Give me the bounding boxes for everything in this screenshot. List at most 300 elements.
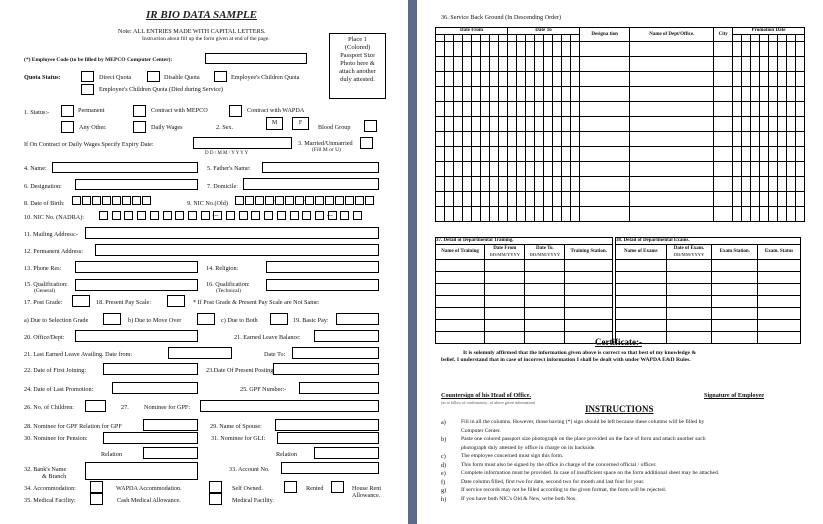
bg-cell[interactable] [769,72,778,87]
bg-cell[interactable] [553,72,562,87]
bg-cell[interactable] [580,72,630,87]
table-cell[interactable] [485,308,525,320]
bg-cell[interactable] [769,57,778,72]
table-cell[interactable] [758,308,801,320]
bg-cell[interactable] [499,87,508,102]
mailing-address-field[interactable] [85,227,379,239]
bg-subcell[interactable] [490,35,499,42]
bg-cell[interactable] [544,87,553,102]
table-cell[interactable] [436,320,485,332]
table-cell[interactable] [485,260,525,272]
bg-cell[interactable] [445,87,454,102]
due-move-over-field[interactable] [197,313,215,325]
bg-subcell[interactable] [769,35,778,42]
photo-placeholder[interactable] [329,33,386,99]
digit-cell[interactable] [99,211,108,220]
bg-cell[interactable] [472,147,481,162]
table-cell[interactable] [565,260,613,272]
table-cell[interactable] [485,320,525,332]
bg-cell[interactable] [742,117,751,132]
bg-cell[interactable] [472,87,481,102]
bg-cell[interactable] [445,102,454,117]
bg-subcell[interactable] [760,35,769,42]
bg-cell[interactable] [472,192,481,207]
cash-medical-checkbox[interactable] [90,493,103,505]
bg-cell[interactable] [630,177,714,192]
relation-gli-field[interactable] [314,447,379,459]
bg-subcell[interactable] [787,35,796,42]
status-daily-checkbox[interactable] [133,121,146,133]
table-cell[interactable] [525,308,565,320]
bg-cell[interactable] [472,72,481,87]
bg-cell[interactable] [760,177,769,192]
bg-cell[interactable] [553,147,562,162]
digit-cell[interactable] [355,196,364,205]
bg-cell[interactable] [508,177,517,192]
digit-cell[interactable] [275,196,284,205]
bg-cell[interactable] [472,102,481,117]
bg-cell[interactable] [571,192,580,207]
office-dept-field[interactable] [75,330,198,342]
bg-cell[interactable] [535,102,544,117]
bg-cell[interactable] [445,132,454,147]
bg-cell[interactable] [454,207,463,222]
earned-leave-field[interactable] [314,330,379,342]
bg-cell[interactable] [796,192,805,207]
bg-cell[interactable] [778,162,787,177]
bg-cell[interactable] [760,87,769,102]
digit-cell[interactable] [265,196,277,205]
status-contract-mepco-checkbox[interactable] [133,105,146,117]
account-field[interactable] [281,462,379,474]
bg-cell[interactable] [630,42,714,57]
digit-cell[interactable] [175,211,184,220]
bg-cell[interactable] [787,192,796,207]
digit-cell[interactable] [72,196,81,205]
bg-cell[interactable] [742,162,751,177]
bg-cell[interactable] [787,87,796,102]
bg-subcell[interactable] [481,35,490,42]
table-cell[interactable] [525,320,565,332]
digit-cell[interactable] [201,211,210,220]
bg-cell[interactable] [445,207,454,222]
bg-subcell[interactable] [454,35,463,42]
bg-cell[interactable] [760,192,769,207]
table-cell[interactable] [712,284,758,296]
table-cell[interactable] [436,308,485,320]
bg-cell[interactable] [571,57,580,72]
bank-field[interactable] [85,462,198,480]
quota-children-checkbox[interactable] [214,71,227,82]
bg-subcell[interactable] [778,35,787,42]
table-cell[interactable] [616,284,667,296]
digit-cell[interactable] [365,196,374,205]
bg-cell[interactable] [769,102,778,117]
bg-cell[interactable] [787,147,796,162]
bg-cell[interactable] [733,162,742,177]
bg-cell[interactable] [481,147,490,162]
bg-cell[interactable] [796,42,805,57]
bg-cell[interactable] [778,42,787,57]
bg-cell[interactable] [714,87,733,102]
bg-cell[interactable] [517,72,526,87]
bg-cell[interactable] [714,72,733,87]
bg-cell[interactable] [714,102,733,117]
bg-cell[interactable] [535,117,544,132]
bg-cell[interactable] [490,132,499,147]
bg-cell[interactable] [778,147,787,162]
self-owned-checkbox[interactable] [209,481,222,493]
bg-cell[interactable] [517,57,526,72]
bg-cell[interactable] [508,57,517,72]
bg-cell[interactable] [436,42,445,57]
bg-cell[interactable] [742,72,751,87]
table-cell[interactable] [616,308,667,320]
bg-cell[interactable] [454,87,463,102]
bg-cell[interactable] [733,147,742,162]
bg-cell[interactable] [499,207,508,222]
bg-cell[interactable] [733,102,742,117]
bg-cell[interactable] [445,192,454,207]
quota-died-checkbox[interactable] [81,84,94,95]
bg-subcell[interactable] [535,35,544,42]
bg-cell[interactable] [714,207,733,222]
table-cell[interactable] [436,296,485,308]
expiry-date-field[interactable] [193,137,292,149]
table-cell[interactable] [525,284,565,296]
bg-cell[interactable] [751,102,760,117]
bg-cell[interactable] [733,87,742,102]
bg-cell[interactable] [751,207,760,222]
qualification-general-field[interactable] [75,279,198,291]
table-cell[interactable] [525,272,565,284]
bg-cell[interactable] [796,117,805,132]
bg-subcell[interactable] [508,35,517,42]
bg-cell[interactable] [553,102,562,117]
bg-cell[interactable] [436,207,445,222]
bg-cell[interactable] [463,117,472,132]
bg-cell[interactable] [526,147,535,162]
exams-table[interactable] [615,237,801,344]
bg-cell[interactable] [499,102,508,117]
table-cell[interactable] [565,296,613,308]
bg-subcell[interactable] [742,35,751,42]
bg-cell[interactable] [445,72,454,87]
bg-cell[interactable] [436,102,445,117]
bg-cell[interactable] [553,117,562,132]
table-cell[interactable] [485,296,525,308]
bg-cell[interactable] [733,42,742,57]
bg-cell[interactable] [535,72,544,87]
bg-subcell[interactable] [445,35,454,42]
digit-cell[interactable] [163,211,172,220]
bg-cell[interactable] [535,162,544,177]
bg-cell[interactable] [580,207,630,222]
bg-cell[interactable] [463,192,472,207]
bg-cell[interactable] [436,87,445,102]
bg-cell[interactable] [630,162,714,177]
bg-cell[interactable] [580,162,630,177]
bg-cell[interactable] [760,162,769,177]
bg-cell[interactable] [630,87,714,102]
bg-cell[interactable] [535,207,544,222]
post-grade-field[interactable] [72,295,90,307]
bg-cell[interactable] [562,87,571,102]
table-cell[interactable] [666,272,712,284]
bg-cell[interactable] [517,117,526,132]
bg-cell[interactable] [751,87,760,102]
bg-cell[interactable] [553,207,562,222]
bg-cell[interactable] [481,192,490,207]
bg-cell[interactable] [526,132,535,147]
basic-pay-field[interactable] [336,313,379,325]
bg-cell[interactable] [544,72,553,87]
bg-cell[interactable] [787,117,796,132]
bg-cell[interactable] [778,207,787,222]
bg-cell[interactable] [535,132,544,147]
digit-cell[interactable] [188,211,197,220]
bg-cell[interactable] [463,42,472,57]
bg-cell[interactable] [769,192,778,207]
bg-cell[interactable] [742,87,751,102]
table-cell[interactable] [712,296,758,308]
bg-cell[interactable] [562,102,571,117]
children-field[interactable] [85,400,106,412]
bg-cell[interactable] [490,72,499,87]
due-selection-field[interactable] [103,313,121,325]
bg-cell[interactable] [508,87,517,102]
bg-cell[interactable] [517,207,526,222]
bg-cell[interactable] [436,177,445,192]
bg-cell[interactable] [751,117,760,132]
bg-cell[interactable] [526,72,535,87]
father-name-field[interactable] [262,162,379,173]
employee-code-field[interactable] [205,53,307,64]
digit-cell[interactable] [302,211,311,220]
bg-cell[interactable] [535,192,544,207]
bg-cell[interactable] [714,132,733,147]
bg-cell[interactable] [562,147,571,162]
table-cell[interactable] [436,272,485,284]
bg-cell[interactable] [508,72,517,87]
bg-cell[interactable] [571,102,580,117]
bg-cell[interactable] [508,117,517,132]
bg-cell[interactable] [796,87,805,102]
digit-cell[interactable] [295,196,307,205]
bg-cell[interactable] [630,147,714,162]
table-cell[interactable] [485,332,525,344]
bg-cell[interactable] [714,162,733,177]
bg-cell[interactable] [760,117,769,132]
bg-cell[interactable] [499,147,508,162]
relation-pension-field[interactable] [143,447,198,459]
bg-cell[interactable] [562,132,571,147]
bg-cell[interactable] [490,192,499,207]
bg-cell[interactable] [751,72,760,87]
bg-cell[interactable] [778,177,787,192]
domicile-field[interactable] [243,178,379,190]
bg-cell[interactable] [481,72,490,87]
bg-cell[interactable] [769,147,778,162]
bg-cell[interactable] [436,192,445,207]
nominee-gpf-field[interactable] [200,400,379,412]
table-cell[interactable] [666,296,712,308]
bg-cell[interactable] [490,147,499,162]
bg-cell[interactable] [553,87,562,102]
bg-cell[interactable] [769,42,778,57]
bg-cell[interactable] [751,132,760,147]
last-leave-from-field[interactable] [168,347,232,359]
name-field[interactable] [52,162,198,173]
bg-cell[interactable] [751,177,760,192]
bg-cell[interactable] [508,207,517,222]
bg-cell[interactable] [733,57,742,72]
bg-cell[interactable] [630,117,714,132]
bg-cell[interactable] [769,87,778,102]
permanent-address-field[interactable] [95,244,379,256]
bg-cell[interactable] [760,132,769,147]
bg-cell[interactable] [787,177,796,192]
table-cell[interactable] [485,272,525,284]
bg-cell[interactable] [490,177,499,192]
bg-cell[interactable] [499,57,508,72]
bg-cell[interactable] [436,147,445,162]
digit-cell[interactable] [315,196,324,205]
bg-cell[interactable] [787,102,796,117]
religion-field[interactable] [266,261,379,273]
bg-cell[interactable] [463,177,472,192]
bg-cell[interactable] [454,177,463,192]
bg-cell[interactable] [445,177,454,192]
bg-subcell[interactable] [517,35,526,42]
rented-checkbox[interactable] [284,481,297,493]
bg-cell[interactable] [553,192,562,207]
quota-direct-checkbox[interactable] [81,71,94,82]
bg-cell[interactable] [714,57,733,72]
bg-cell[interactable] [454,72,463,87]
bg-cell[interactable] [517,132,526,147]
digit-cell[interactable] [239,211,248,220]
bg-cell[interactable] [571,177,580,192]
bg-cell[interactable] [517,42,526,57]
table-cell[interactable] [758,272,801,284]
bg-cell[interactable] [778,87,787,102]
bg-cell[interactable] [580,42,630,57]
bg-cell[interactable] [508,147,517,162]
bg-cell[interactable] [580,117,630,132]
bg-cell[interactable] [445,162,454,177]
table-cell[interactable] [565,272,613,284]
bg-cell[interactable] [481,162,490,177]
bg-cell[interactable] [796,162,805,177]
bg-cell[interactable] [481,42,490,57]
status-contract-wapda-checkbox[interactable] [229,105,242,117]
bg-cell[interactable] [562,207,571,222]
table-cell[interactable] [712,260,758,272]
bg-cell[interactable] [454,162,463,177]
bg-subcell[interactable] [463,35,472,42]
bg-cell[interactable] [490,42,499,57]
digit-cell[interactable] [335,196,344,205]
bg-subcell[interactable] [526,35,535,42]
bg-cell[interactable] [796,207,805,222]
qualification-technical-field[interactable] [266,279,379,291]
bg-cell[interactable] [463,87,472,102]
bg-cell[interactable] [733,207,742,222]
bg-subcell[interactable] [796,35,805,42]
bg-cell[interactable] [517,192,526,207]
bg-cell[interactable] [481,132,490,147]
bg-cell[interactable] [499,192,508,207]
bg-cell[interactable] [436,72,445,87]
wapda-accommodation-checkbox[interactable] [90,481,103,493]
designation-field[interactable] [75,179,198,190]
bg-cell[interactable] [445,42,454,57]
bg-cell[interactable] [787,72,796,87]
gpf-number-field[interactable] [299,382,379,394]
bg-cell[interactable] [580,147,630,162]
last-leave-to-field[interactable] [292,347,379,359]
bg-cell[interactable] [526,42,535,57]
bg-cell[interactable] [472,177,481,192]
digit-cell[interactable] [112,196,121,205]
bg-cell[interactable] [472,207,481,222]
table-cell[interactable] [712,332,758,344]
bg-subcell[interactable] [544,35,553,42]
digit-cell[interactable] [124,211,133,220]
digit-cell[interactable] [290,211,299,220]
bg-cell[interactable] [733,192,742,207]
bg-cell[interactable] [630,192,714,207]
table-cell[interactable] [616,260,667,272]
bg-cell[interactable] [580,132,630,147]
bg-cell[interactable] [778,192,787,207]
table-cell[interactable] [565,284,613,296]
due-both-field[interactable] [270,313,288,325]
bg-cell[interactable] [796,57,805,72]
bg-cell[interactable] [544,102,553,117]
table-cell[interactable] [485,284,525,296]
bg-cell[interactable] [526,102,535,117]
bg-cell[interactable] [481,102,490,117]
bg-cell[interactable] [499,42,508,57]
bg-cell[interactable] [571,117,580,132]
bg-cell[interactable] [490,162,499,177]
bg-cell[interactable] [571,42,580,57]
bg-cell[interactable] [760,57,769,72]
bg-cell[interactable] [544,117,553,132]
bg-cell[interactable] [778,132,787,147]
bg-cell[interactable] [769,207,778,222]
digit-cell[interactable] [285,196,294,205]
table-cell[interactable] [525,332,565,344]
bg-cell[interactable] [463,147,472,162]
bg-cell[interactable] [544,132,553,147]
bg-cell[interactable] [787,207,796,222]
table-cell[interactable] [666,332,712,344]
digit-cell[interactable] [137,211,146,220]
bg-cell[interactable] [580,57,630,72]
bg-cell[interactable] [544,192,553,207]
bg-cell[interactable] [526,162,535,177]
digit-cell[interactable] [150,211,159,220]
bg-cell[interactable] [526,177,535,192]
digit-cell[interactable] [142,196,151,205]
table-cell[interactable] [666,284,712,296]
bg-cell[interactable] [508,42,517,57]
bg-cell[interactable] [481,117,490,132]
bg-cell[interactable] [445,117,454,132]
